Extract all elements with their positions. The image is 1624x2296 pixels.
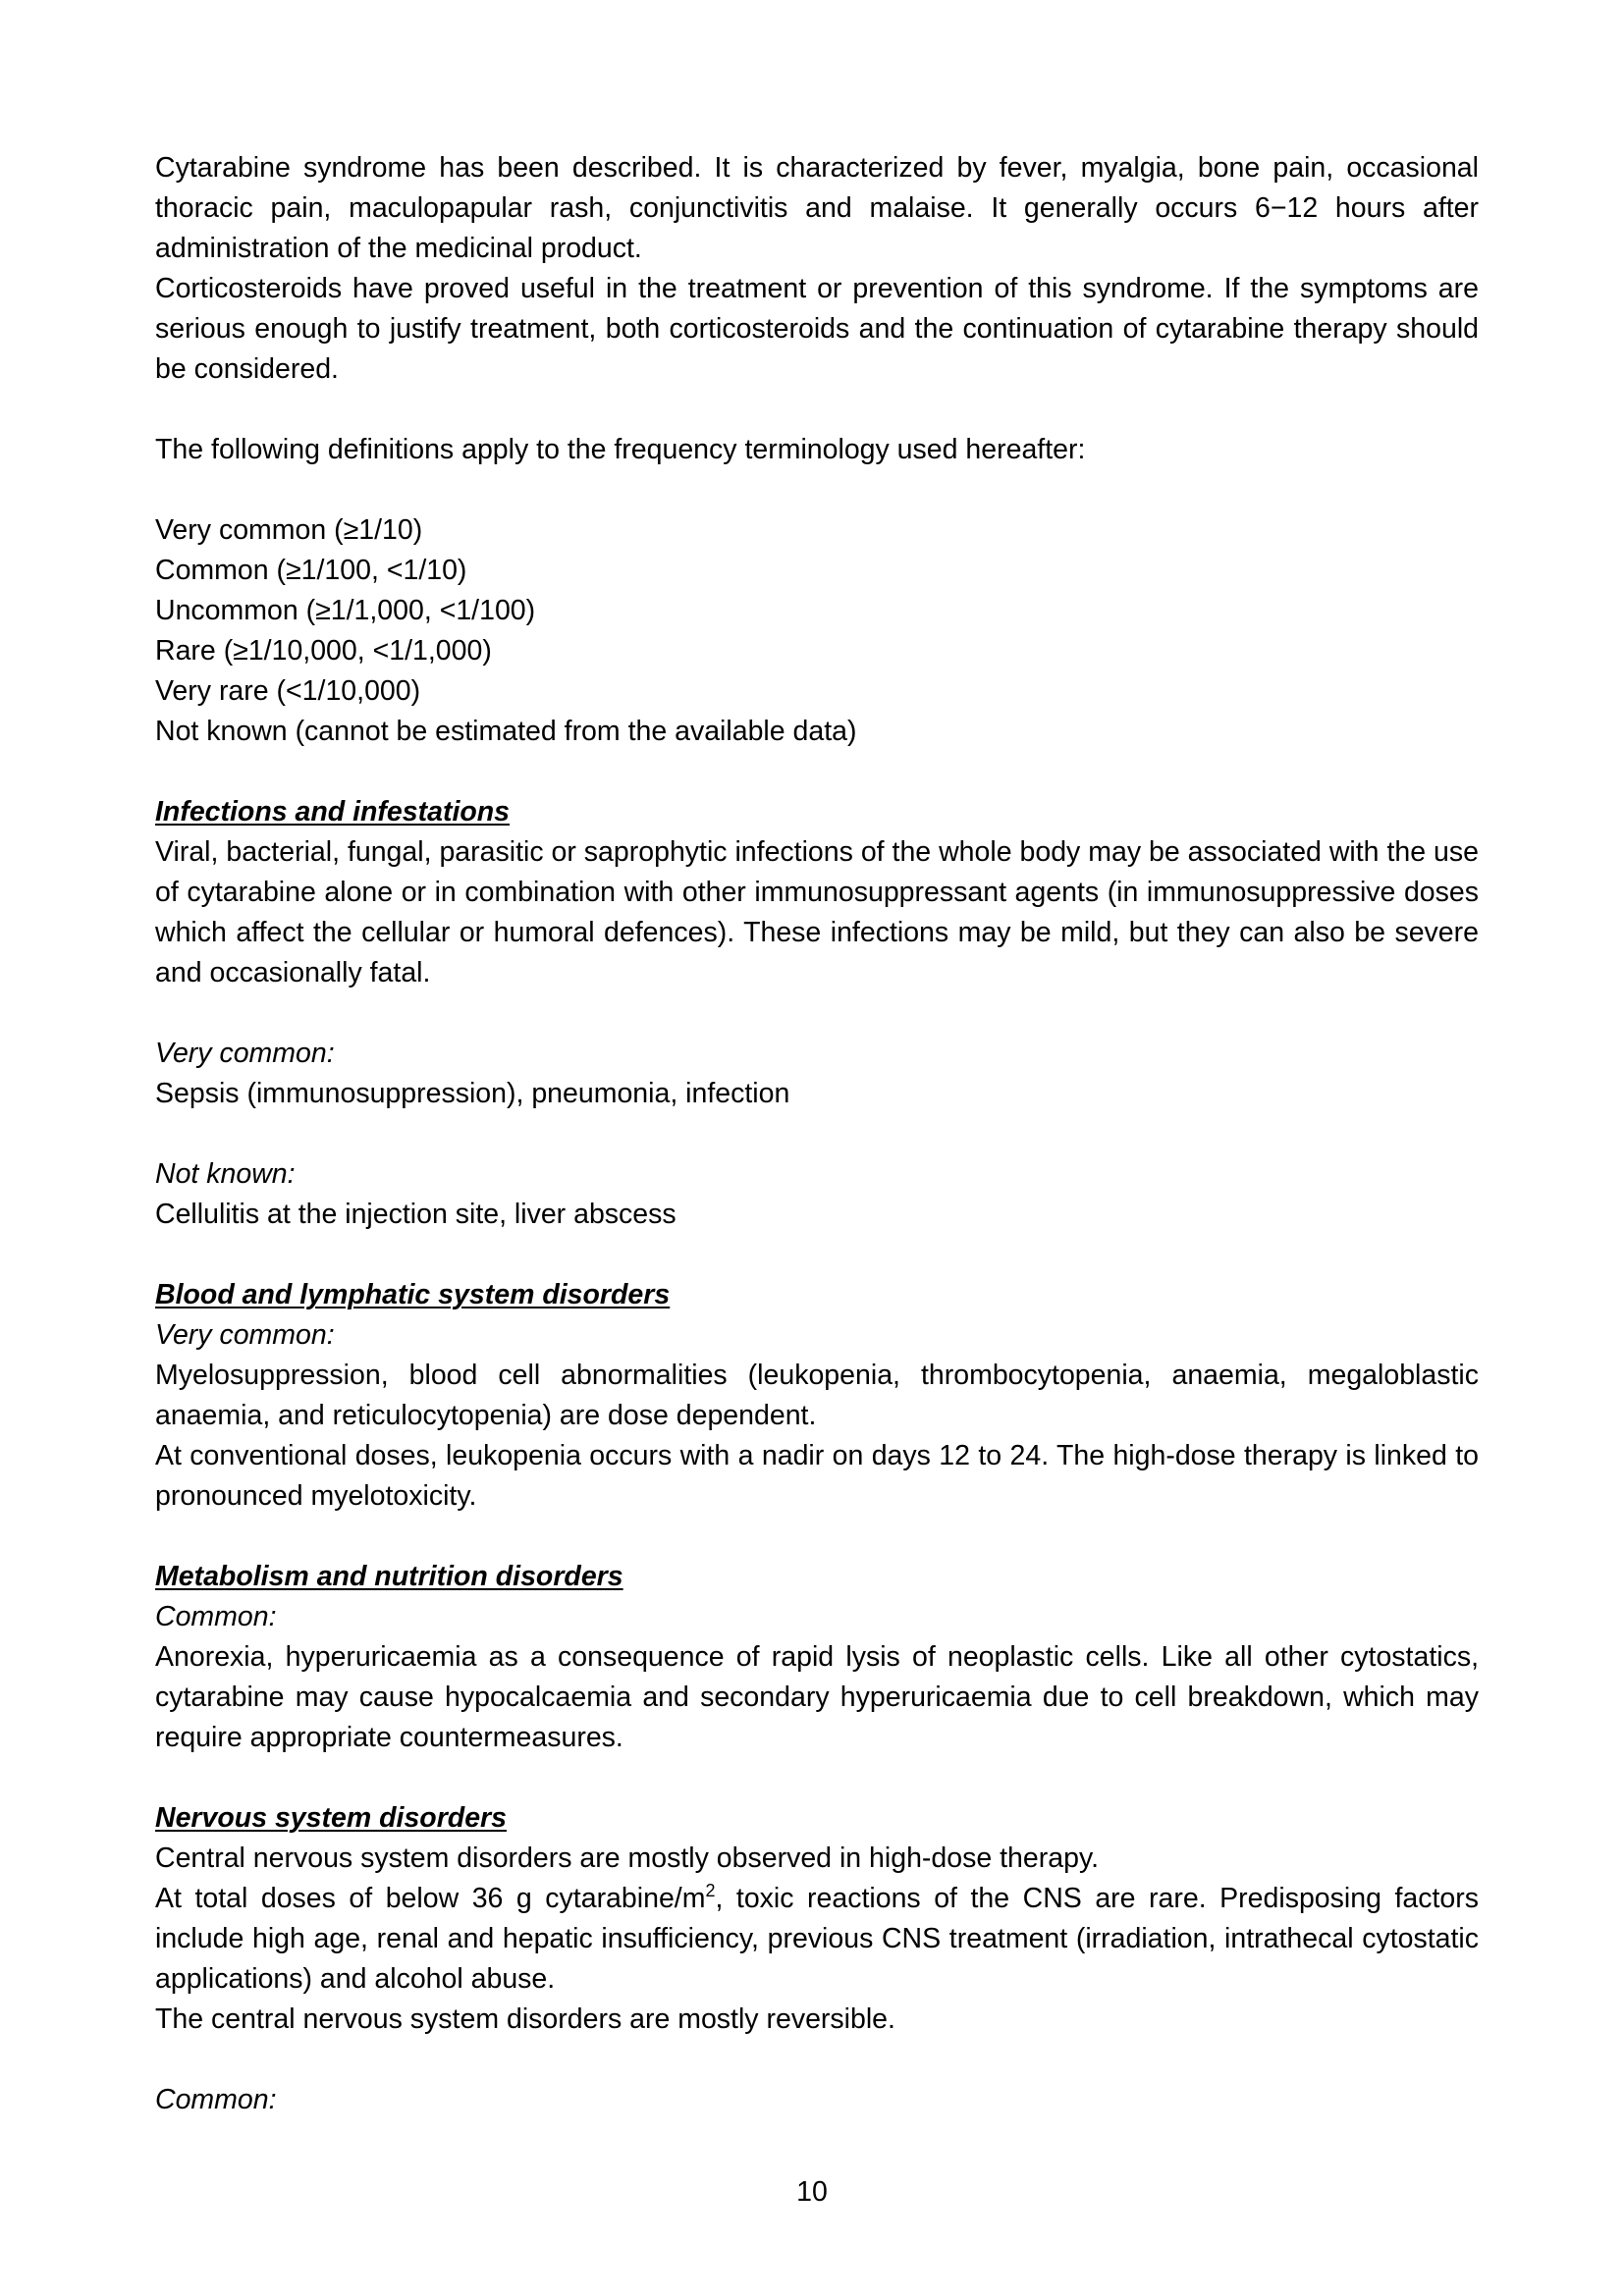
frequency-definition-item: Very common (≥1/10) [155,514,423,546]
section-heading: Metabolism and nutrition disorders [155,1561,623,1592]
frequency-label: Common: [155,2084,277,2115]
spacer [155,2040,1479,2080]
document-body [155,148,1479,2120]
infections-section [155,792,1479,1235]
spacer [155,993,1479,1034]
adverse-effects-text: Cellulitis at the injection site, liver abscess [155,1199,677,1230]
text-fragment: At total doses of below 36 g cytarabine/m [155,1883,706,1914]
nervous-section [155,1798,1479,2120]
frequency-intro: The following definitions apply to the frequency terminology used hereafter: [155,434,1086,465]
cytarabine-syndrome-paragraph: Cytarabine syndrome has been described. It is characterized by fever, myalgia, bone pain, occasional thoracic pain, maculopapular rash, conjunctivitis and malaise. It generally occurs 6−12 hours after administration of the medicinal product. [155,152,1479,264]
nervous-paragraph [155,1879,1479,2000]
metabolism-section [155,1557,1479,1758]
page-number: 10 [796,2176,828,2208]
superscript: 2 [705,1881,716,1900]
frequency-label: Common: [155,1601,277,1632]
frequency-definition-item: Not known (cannot be estimated from the available data) [155,716,857,747]
spacer [155,470,1479,510]
section-heading: Nervous system disorders [155,1802,507,1834]
spacer [155,1758,1479,1798]
nervous-paragraph: Central nervous system disorders are mostly observed in high-dose therapy. [155,1842,1099,1874]
text-fragment: , toxic reactions of the CNS are rare. Predisposing factors include high age, renal and hepatic insufficiency, previous CNS treatment (irradiation, intrathecal cytostatic applications) and alcohol abuse. [155,1883,1479,1995]
adverse-effects-text: Sepsis (immunosuppression), pneumonia, infection [155,1078,790,1109]
spacer [155,1114,1479,1154]
frequency-label: Very common: [155,1319,335,1351]
section-heading: Infections and infestations [155,796,511,828]
blood-paragraph: Myelosuppression, blood cell abnormalities (leukopenia, thrombocytopenia, anaemia, megaloblastic anaemia, and reticulocytopenia) are dose dependent. [155,1360,1479,1431]
frequency-definition-list [155,510,1479,752]
spacer [155,1517,1479,1557]
frequency-label: Not known: [155,1158,296,1190]
nervous-paragraph: The central nervous system disorders are mostly reversible. [155,2003,895,2035]
frequency-definition-item: Rare (≥1/10,000, <1/1,000) [155,635,492,667]
spacer [155,390,1479,430]
frequency-definition-item: Uncommon (≥1/1,000, <1/100) [155,595,536,626]
frequency-definition-item: Common (≥1/100, <1/10) [155,555,467,586]
corticosteroids-paragraph: Corticosteroids have proved useful in the treatment or prevention of this syndrome. If the symptoms are serious enough to justify treatment, both corticosteroids and the continuation of cytarabine therapy should be considered. [155,273,1479,385]
spacer [155,1235,1479,1275]
metabolism-paragraph: Anorexia, hyperuricaemia as a consequence of rapid lysis of neoplastic cells. Like all other cytostatics, cytarabine may cause hypocalcaemia and secondary hyperuricaemia due to cell breakdown, which may require appropriate countermeasures. [155,1641,1479,1753]
blood-section [155,1275,1479,1517]
spacer [155,752,1479,792]
section-heading: Blood and lymphatic system disorders [155,1279,671,1310]
frequency-definition-item: Very rare (<1/10,000) [155,675,421,707]
infections-paragraph: Viral, bacterial, fungal, parasitic or saprophytic infections of the whole body may be associated with the use of cytarabine alone or in combination with other immunosuppressant agents (in immunosuppressive doses which affect the cellular or humoral defences). These infections may be mild, but they can also be severe and occasionally fatal. [155,836,1479,988]
frequency-label: Very common: [155,1038,335,1069]
blood-paragraph: At conventional doses, leukopenia occurs with a nadir on days 12 to 24. The high-dose therapy is linked to pronounced myelotoxicity. [155,1440,1479,1512]
